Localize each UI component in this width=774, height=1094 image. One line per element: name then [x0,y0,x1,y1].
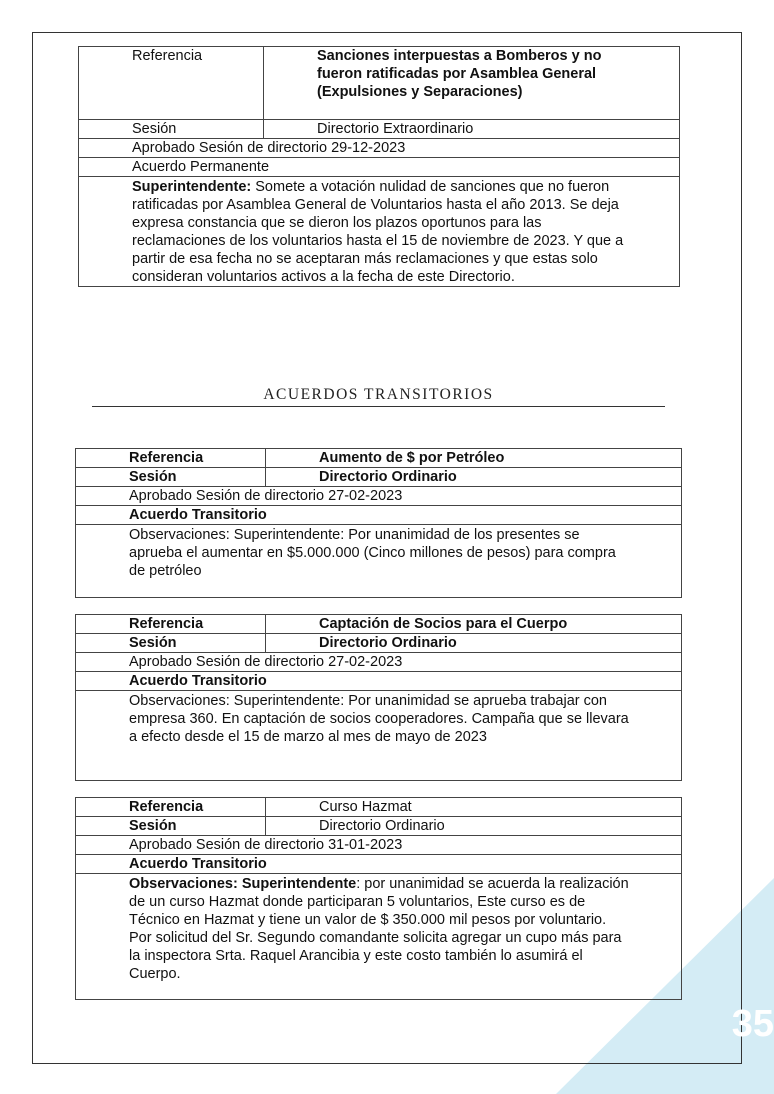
reference-value: Curso Hazmat [266,798,682,817]
session-value: Directorio Ordinario [266,634,682,653]
session-value: Directorio Extraordinario [264,120,680,139]
reference-value: Aumento de $ por Petróleo [266,449,682,468]
page-number: 35 [731,1003,774,1045]
observations [76,691,682,781]
session-value: Directorio Ordinario [266,468,682,487]
observations [76,874,682,1000]
reference-label: Referencia [76,798,266,817]
observations [79,177,680,287]
reference-label: Referencia [79,47,264,120]
reference-label: Referencia [76,615,266,634]
observations [76,525,682,598]
transitory-agreement-table [75,614,682,781]
approval-date: Aprobado Sesión de directorio 29-12-2023 [79,139,680,158]
transitory-agreement-table [75,797,682,1000]
session-label: Sesión [76,817,266,836]
observations-text: : por unanimidad se acuerda la realización de un curso Hazmat donde participaran 5 voluntarios, Este curso es de Técnico en Hazmat y tiene un valor de $ 350.000 mil pesos por voluntario. Por solicitud del Sr. Segundo comandante solicita agregar un cupo más para la inspectora Srta. Raquel Arancibia y este costo también lo asumirá el Cuerpo. [129,876,629,982]
session-value: Directorio Ordinario [266,817,682,836]
reference-label: Referencia [76,449,266,468]
agreement-type: Acuerdo Transitorio [76,506,682,525]
approval-date: Aprobado Sesión de directorio 27-02-2023 [76,653,682,672]
reference-value: Captación de Socios para el Cuerpo [266,615,682,634]
section-title: ACUERDOS TRANSITORIOS [92,386,665,407]
observations-text: Somete a votación nulidad de sanciones que no fueron ratificadas por Asamblea General de Voluntarios hasta el año 2013. Se deja expresa constancia que se dieron los plazos oportunos para las reclamaciones de los voluntarios hasta el 15 de noviembre de 2023. Y que a partir de esa fecha no se aceptaran más reclamaciones y que estas solo consideran voluntarios activos a la fecha de este Directorio. [132,179,624,285]
agreement-type: Acuerdo Transitorio [76,855,682,874]
transitory-agreement-table [75,448,682,598]
reference-value: Sanciones interpuestas a Bomberos y no fueron ratificadas por Asamblea General (Expulsiones y Separaciones) [264,47,680,120]
approval-date: Aprobado Sesión de directorio 31-01-2023 [76,836,682,855]
observations-text: Observaciones: Superintendente: Por unanimidad se aprueba trabajar con empresa 360. En captación de socios cooperadores. Campaña que se llevara a efecto desde el 15 de marzo al mes de mayo de 2023 [129,693,629,745]
session-label: Sesión [79,120,264,139]
observations-text: Observaciones: Superintendente: Por unanimidad de los presentes se aprueba el aumentar en $5.000.000 (Cinco millones de pesos) para compra de petróleo [129,527,616,579]
observations-lead: Observaciones: Superintendente [129,876,357,892]
session-label: Sesión [76,468,266,487]
permanent-agreement-table [78,46,680,287]
agreement-type: Acuerdo Permanente [79,158,680,177]
agreement-type: Acuerdo Transitorio [76,672,682,691]
approval-date: Aprobado Sesión de directorio 27-02-2023 [76,487,682,506]
observations-lead: Superintendente: [132,179,252,195]
session-label: Sesión [76,634,266,653]
